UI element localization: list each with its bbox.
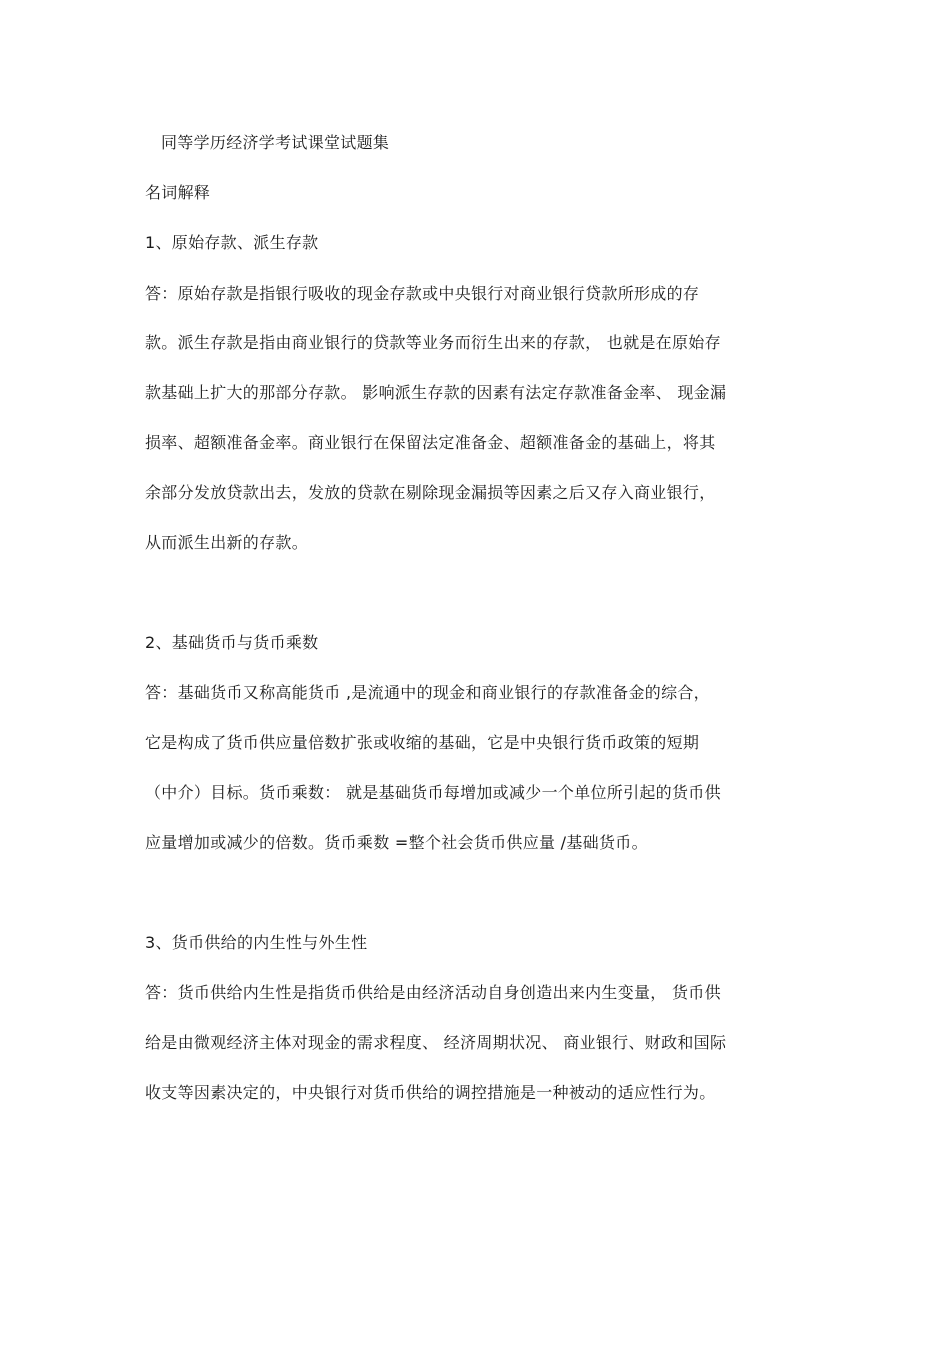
question-2-answer-line: 应量增加或减少的倍数。货币乘数 =整个社会货币供应量 /基础货币。 — [145, 833, 648, 852]
question-1-answer-line: 从而派生出新的存款。 — [145, 533, 309, 552]
section-heading: 名词解释 — [145, 183, 211, 202]
question-2-answer-line: 答：基础货币又称高能货币 ,是流通中的现金和商业银行的存款准备金的综合， — [145, 683, 710, 702]
question-3-answer-line: 收支等因素决定的，中央银行对货币供给的调控措施是一种被动的适应性行为。 — [145, 1083, 716, 1102]
question-1-answer-line: 款。派生存款是指由商业银行的贷款等业务而衍生出来的存款， 也就是在原始存 — [145, 333, 721, 352]
question-1-heading: 1、原始存款、派生存款 — [145, 233, 319, 252]
question-3-answer-line: 给是由微观经济主体对现金的需求程度、 经济周期状况、 商业银行、财政和国际 — [145, 1033, 727, 1052]
document-title: 同等学历经济学考试课堂试题集 — [161, 133, 390, 152]
question-2-heading: 2、基础货币与货币乘数 — [145, 633, 319, 652]
question-1-answer-line: 答：原始存款是指银行吸收的现金存款或中央银行对商业银行贷款所形成的存 — [145, 284, 700, 303]
question-2-answer-line: 它是构成了货币供应量倍数扩张或收缩的基础，它是中央银行货币政策的短期 — [145, 733, 700, 752]
question-1-answer-line: 款基础上扩大的那部分存款。 影响派生存款的因素有法定存款准备金率、 现金漏 — [145, 383, 727, 402]
question-1-answer-line: 损率、超额准备金率。商业银行在保留法定准备金、超额准备金的基础上，将其 — [145, 433, 716, 452]
question-2-answer-line: （中介）目标。货币乘数： 就是基础货币每增加或减少一个单位所引起的货币供 — [145, 783, 721, 802]
question-1-answer-line: 余部分发放贷款出去，发放的贷款在剔除现金漏损等因素之后又存入商业银行， — [145, 483, 716, 502]
question-3-answer-line: 答：货币供给内生性是指货币供给是由经济活动自身创造出来内生变量， 货币供 — [145, 983, 721, 1002]
question-3-heading: 3、货币供给的内生性与外生性 — [145, 933, 368, 952]
